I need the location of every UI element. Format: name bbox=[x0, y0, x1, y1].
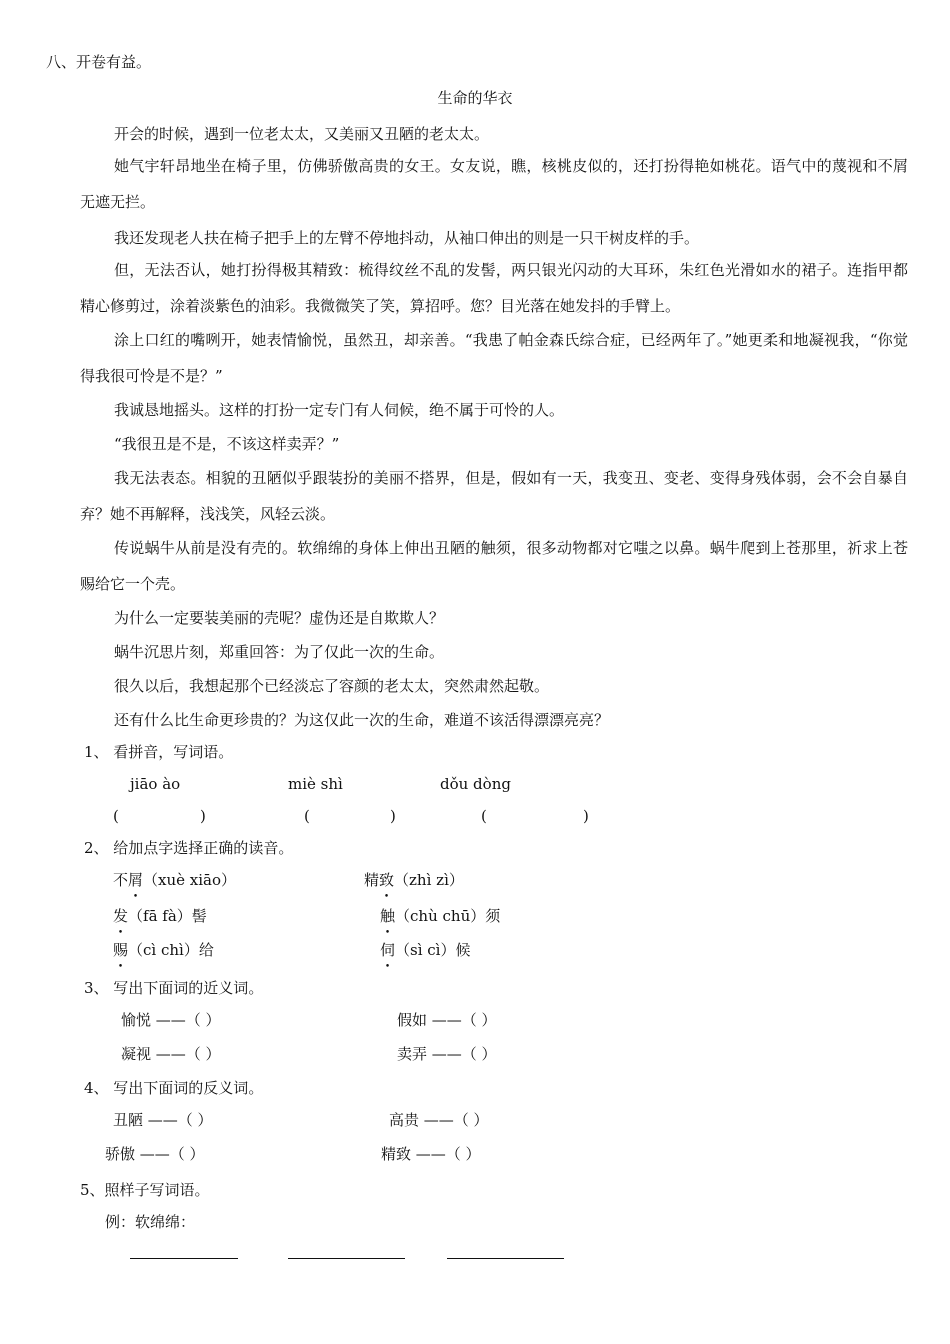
reading-options: （fā fà）髻 bbox=[128, 907, 207, 925]
dotted-char: 发 bbox=[113, 907, 129, 925]
question-4-label: 4、 写出下面词的反义词。 bbox=[84, 1079, 264, 1097]
article-paragraph: 蜗牛沉思片刻，郑重回答：为了仅此一次的生命。 bbox=[114, 643, 445, 661]
synonym-item: 假如 ——（ ） bbox=[397, 1011, 497, 1029]
example-text: 例：软绵绵： bbox=[105, 1213, 196, 1231]
dotted-char: 赐 bbox=[113, 941, 129, 959]
article-paragraph: 还有什么比生命更珍贵的？为这仅此一次的生命，难道不该活得漂漂亮亮？ bbox=[114, 711, 610, 729]
article-paragraph: 开会的时候，遇到一位老太太，又美丽又丑陋的老太太。 bbox=[114, 125, 490, 143]
reading-item bbox=[380, 940, 470, 960]
antonym-item: 骄傲 ——（ ） bbox=[105, 1145, 205, 1163]
article-paragraph: 我诚恳地摇头。这样的打扮一定专门有人伺候，绝不属于可怜的人。 bbox=[114, 401, 565, 419]
answer-paren-close: ) bbox=[390, 807, 396, 825]
question-3-label: 3、 写出下面词的近义词。 bbox=[84, 979, 264, 997]
pinyin-2: miè shì bbox=[288, 775, 343, 793]
dotted-char: 致 bbox=[379, 871, 395, 889]
dotted-char: 伺 bbox=[380, 941, 396, 959]
article-paragraph: “我很丑是不是，不该这样卖弄？” bbox=[114, 435, 340, 453]
reading-options: （sì cì）候 bbox=[395, 941, 471, 959]
synonym-item: 凝视 ——（ ） bbox=[121, 1045, 221, 1063]
antonym-item: 精致 ——（ ） bbox=[381, 1145, 481, 1163]
question-5-label: 5、照样子写词语。 bbox=[80, 1181, 210, 1199]
article-paragraph: 为什么一定要装美丽的壳呢？虚伪还是自欺欺人？ bbox=[114, 609, 445, 627]
reading-item-prefix: 精 bbox=[364, 871, 380, 889]
pinyin-3: dǒu dòng bbox=[440, 775, 511, 793]
article-paragraph: 她气宇轩昂地坐在椅子里，仿佛骄傲高贵的女王。女友说，瞧，核桃皮似的，还打扮得艳如桃花。语气中的蔑视和不屑无遮无拦。 bbox=[80, 157, 908, 211]
reading-item-prefix: 不 bbox=[113, 871, 129, 889]
antonym-item: 高贵 ——（ ） bbox=[389, 1111, 489, 1129]
article-title: 生命的华衣 bbox=[437, 89, 513, 107]
reading-item bbox=[364, 870, 464, 890]
dotted-char: 屑 bbox=[128, 871, 144, 889]
pinyin-1: jiāo ào bbox=[130, 775, 181, 793]
article-paragraph: 很久以后，我想起那个已经淡忘了容颜的老太太，突然肃然起敬。 bbox=[114, 677, 550, 695]
answer-blank-line[interactable] bbox=[130, 1258, 238, 1259]
synonym-item: 愉悦 ——（ ） bbox=[121, 1011, 221, 1029]
reading-options: （xuè xiāo） bbox=[143, 871, 237, 889]
question-1-label: 1、 看拼音，写词语。 bbox=[84, 743, 234, 761]
reading-item bbox=[113, 870, 236, 890]
reading-item bbox=[113, 940, 214, 960]
article-paragraph: 传说蜗牛从前是没有壳的。软绵绵的身体上伸出丑陋的触须，很多动物都对它嗤之以鼻。蜗牛爬到上苍那里，祈求上苍赐给它一个壳。 bbox=[80, 539, 908, 593]
answer-blank-line[interactable] bbox=[447, 1258, 564, 1259]
article-paragraph: 涂上口红的嘴咧开，她表情愉悦，虽然丑，却亲善。“我患了帕金森氏综合症，已经两年了。”她更柔和地凝视我，“你觉得我很可怜是不是？” bbox=[80, 331, 908, 385]
answer-paren-open: ( bbox=[113, 807, 119, 825]
answer-paren-open: ( bbox=[481, 807, 487, 825]
dotted-char: 触 bbox=[380, 907, 396, 925]
answer-paren-close: ) bbox=[200, 807, 206, 825]
antonym-item: 丑陋 ——（ ） bbox=[113, 1111, 213, 1129]
reading-item bbox=[113, 906, 207, 926]
synonym-item: 卖弄 ——（ ） bbox=[397, 1045, 497, 1063]
article-paragraph: 我无法表态。相貌的丑陋似乎跟装扮的美丽不搭界，但是，假如有一天，我变丑、变老、变得身残体弱，会不会自暴自弃？她不再解释，浅浅笑，风轻云淡。 bbox=[80, 469, 908, 523]
article-paragraph: 我还发现老人扶在椅子把手上的左臂不停地抖动，从袖口伸出的则是一只干树皮样的手。 bbox=[114, 229, 700, 247]
article-paragraph: 但，无法否认，她打扮得极其精致：梳得纹丝不乱的发髻，两只银光闪动的大耳环，朱红色光滑如水的裙子。连指甲都精心修剪过，涂着淡紫色的油彩。我微微笑了笑，算招呼。您？目光落在她发抖的手臂上。 bbox=[80, 261, 908, 315]
answer-blank-line[interactable] bbox=[288, 1258, 405, 1259]
answer-paren-open: ( bbox=[304, 807, 310, 825]
reading-options: （chù chū）须 bbox=[395, 907, 501, 925]
reading-item bbox=[380, 906, 500, 926]
section-heading: 八、开卷有益。 bbox=[46, 53, 152, 71]
answer-paren-close: ) bbox=[583, 807, 589, 825]
reading-options: （zhì zì） bbox=[394, 871, 464, 889]
question-2-label: 2、 给加点字选择正确的读音。 bbox=[84, 839, 294, 857]
reading-options: （cì chì）给 bbox=[128, 941, 214, 959]
